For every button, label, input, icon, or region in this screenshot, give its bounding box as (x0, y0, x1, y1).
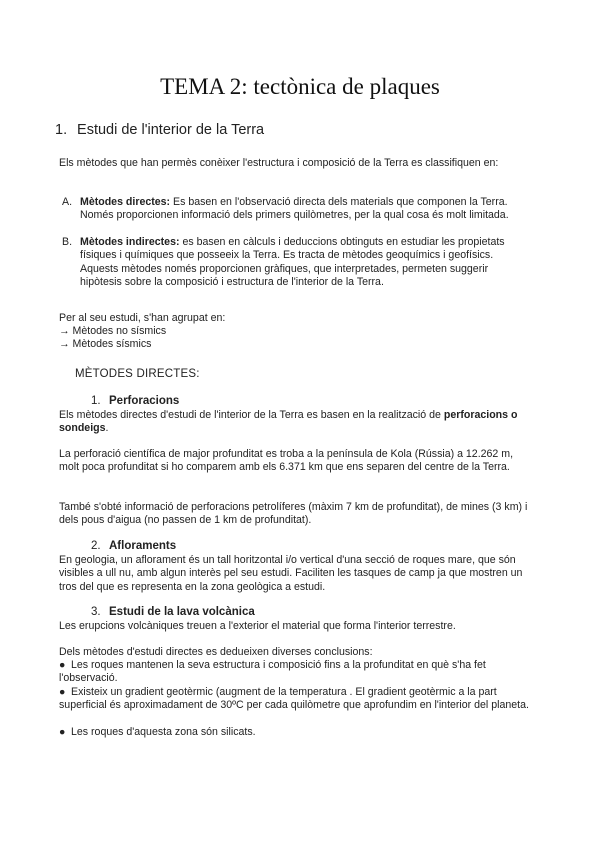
conclusion-text: Les roques d'aquesta zona són silicats. (71, 726, 256, 738)
subsection-number: 2. (91, 540, 101, 552)
text-run: . (105, 422, 109, 435)
subsection-title: Afloraments (109, 540, 177, 552)
grouped-item: → Mètodes no sísmics (59, 325, 167, 337)
conclusion-item (59, 726, 529, 739)
method-item-a (62, 196, 532, 223)
lava-paragraph-1: Les erupcions volcàniques treuen a l'exterior el material que forma l'interior terrestre. (59, 620, 456, 632)
lava-paragraph-2: Dels mètodes d'estudi directes es dedueixen diverses conclusions: (59, 646, 373, 658)
bullet-icon: ● (59, 726, 66, 738)
subsection-title: Estudi de la lava volcànica (109, 606, 255, 618)
perforacions-paragraph-1 (59, 409, 529, 436)
grouped-intro: Per al seu estudi, s'han agrupat en: (59, 312, 226, 324)
method-label: Mètodes directes: (80, 196, 171, 208)
direct-methods-heading: MÈTODES DIRECTES: (75, 368, 200, 380)
perforacions-paragraph-2: La perforació científica de major profunditat es troba a la península de Kola (Rússia) a 12.262 m, molt poca profunditat si ho comparem amb els 6.371 km que ens separen del centre de la Terra. (59, 448, 514, 474)
subsection-title: Perforacions (109, 395, 180, 407)
method-text: Es basen en l'observació directa dels materials que componen la Terra. Només proporcionen informació dels primers quilòmetres, per la qual cosa és molt limitada. (80, 196, 509, 222)
conclusion-item (59, 659, 529, 686)
section-heading (55, 122, 264, 138)
subsection-heading-3 (91, 606, 255, 618)
conclusion-text: Existeix un gradient geotèrmic (augment de la temperatura . El gradient geotèrmic a la part superficial és aproximadament de 30ºC per cada quilòmetre que aprofundim en l'interior del planeta. (59, 686, 529, 712)
conclusion-item (59, 686, 529, 713)
subsection-number: 1. (91, 395, 101, 407)
list-marker: B. (62, 236, 73, 248)
perforacions-paragraph-3: També s'obté informació de perforacions petrolíferes (màxim 7 km de profunditat), de mines (3 km) i dels pous d'aigua (no passen de 1 km de profunditat). (59, 501, 528, 527)
grouped-item: → Mètodes sísmics (59, 338, 152, 350)
bullet-icon: ● (59, 659, 66, 671)
section-title: Estudi de l'interior de la Terra (77, 122, 265, 138)
subsection-heading-2 (91, 540, 176, 552)
bullet-icon: ● (59, 686, 66, 698)
method-label: Mètodes indirectes: (80, 236, 180, 248)
bold-run: perforacions o sondeigs (59, 409, 518, 435)
conclusion-text: Les roques mantenen la seva estructura i composició fins a la profunditat en què s'ha fet l'observació. (59, 659, 486, 685)
intro-paragraph: Els mètodes que han permès conèixer l'estructura i composició de la Terra es classifiquen en: (59, 157, 499, 169)
subsection-heading-1 (91, 395, 179, 407)
section-number: 1. (55, 122, 68, 138)
method-item-b (62, 236, 532, 290)
list-marker: A. (62, 196, 73, 208)
method-text: es basen en càlculs i deduccions obtinguts en estudiar les propietats físiques i químiques que posseeix la Terra. Es tracta de mètodes geoquímics i geofísics. Aquests mètodes només proporcionen gràfiques, que interpretades, permeten suggerir hipòtesis sobre la composició i estructura de l'interior de la Terra. (80, 236, 505, 289)
afloraments-paragraph: En geologia, un aflorament és un tall horitzontal i/o vertical d'una secció de roques mare, que són visibles a ull nu, amb algun interès pel seu estudi. Faciliten les tasques de camp ja que mostren un tros del que es representa en la zona geològica a estudi. (59, 554, 523, 593)
subsection-number: 3. (91, 606, 101, 618)
page-title: TEMA 2: tectònica de plaques (160, 74, 440, 99)
text-run: Els mètodes directes d'estudi de l'interior de la Terra es basen en la realització de (59, 409, 444, 421)
